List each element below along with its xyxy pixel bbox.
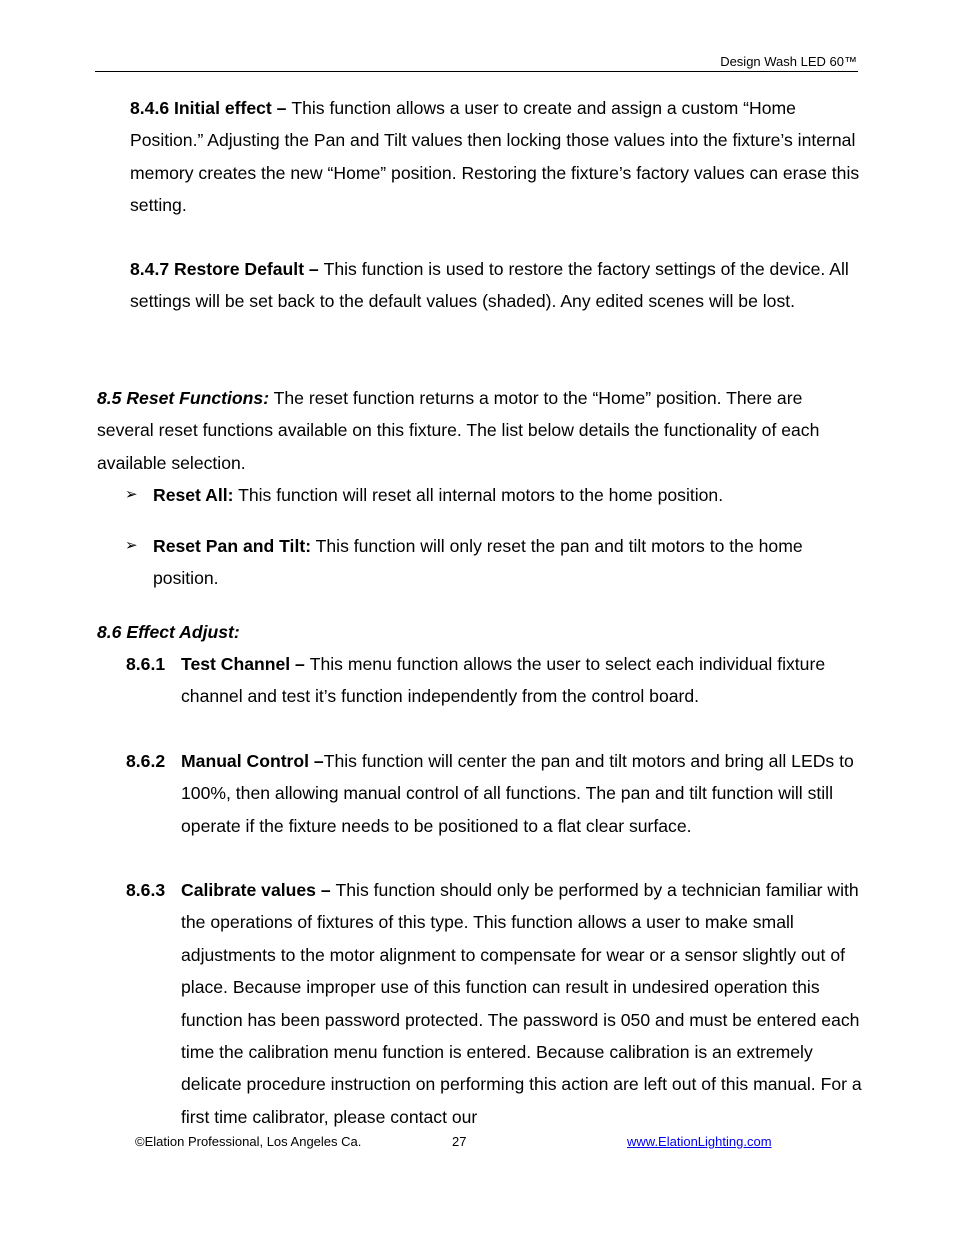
- item-number: 8.6.3: [126, 880, 166, 900]
- section-8-4-6-text: This function allows a user to create and assign a custom “Home Position.” Adjusting the Pan and Tilt values then locking those values into the fixture’s internal memory creates the new “Home” position. Restoring the fixture’s factory values can erase this setting.: [130, 98, 860, 216]
- section-8-4-6-label: 8.4.6 Initial effect –: [130, 98, 292, 118]
- section-8-6-2: [181, 745, 871, 842]
- item-text: This function should only be performed by a technician familiar with the operations of fixtures of this type. This function allows a user to make small adjustments to the motor alignment to compensate for wear or a sensor slightly out of place. Because improper use of this function can result in undesired operation this function has been password protected. The password is 050 and must be entered each time the calibration menu function is entered. Because calibration is an extremely delicate procedure instruction on performing this action are left out of this manual. For a first time calibrator, please contact our: [181, 880, 862, 1127]
- section-8-6-3: [181, 874, 871, 1133]
- item-number: 8.6.2: [126, 751, 166, 771]
- section-8-4-7: [130, 253, 865, 318]
- bullet-reset-pan-tilt: [125, 530, 865, 595]
- item-number: 8.6.1: [126, 654, 166, 674]
- section-8-4-7-label: 8.4.7 Restore Default –: [130, 259, 324, 279]
- bullet-label: Reset All:: [153, 485, 234, 505]
- arrow-bullet-icon: ➢: [125, 537, 138, 554]
- bullet-text: This function will only reset the pan and tilt motors to the home position.: [153, 536, 803, 589]
- header-title: Design Wash LED 60™: [720, 54, 857, 69]
- arrow-bullet-icon: ➢: [125, 486, 138, 503]
- footer-page-number: 27: [452, 1134, 467, 1149]
- bullet-label: Reset Pan and Tilt:: [153, 536, 312, 556]
- item-label: Manual Control –: [181, 751, 324, 771]
- footer-copyright: ©Elation Professional, Los Angeles Ca.: [135, 1134, 362, 1149]
- item-text: This menu function allows the user to select each individual fixture channel and test it’s function independently from the control board.: [181, 654, 826, 707]
- section-8-5-text: The reset function returns a motor to the “Home” position. There are several reset functions available on this fixture. The list below details the functionality of each available selection.: [97, 388, 820, 473]
- section-8-5: [97, 382, 857, 479]
- section-8-4-6: [130, 92, 865, 222]
- section-8-6-1: [181, 648, 871, 713]
- header-divider: [95, 71, 858, 72]
- section-8-6-heading-text: 8.6 Effect Adjust:: [97, 622, 240, 642]
- section-8-5-heading: 8.5 Reset Functions:: [97, 388, 270, 408]
- footer-website-link[interactable]: www.ElationLighting.com: [627, 1134, 772, 1149]
- section-8-4-7-text: This function is used to restore the factory settings of the device. All settings will be set back to the default values (shaded). Any edited scenes will be lost.: [130, 259, 849, 312]
- section-8-6-heading: [97, 616, 497, 648]
- item-text: This function will center the pan and tilt motors and bring all LEDs to 100%, then allowing manual control of all functions. The pan and tilt function will still operate if the fixture needs to be positioned to a flat clear surface.: [181, 751, 854, 836]
- bullet-reset-all: [125, 479, 865, 511]
- bullet-text: This function will reset all internal motors to the home position.: [233, 485, 724, 505]
- item-label: Test Channel –: [181, 654, 310, 674]
- item-label: Calibrate values –: [181, 880, 336, 900]
